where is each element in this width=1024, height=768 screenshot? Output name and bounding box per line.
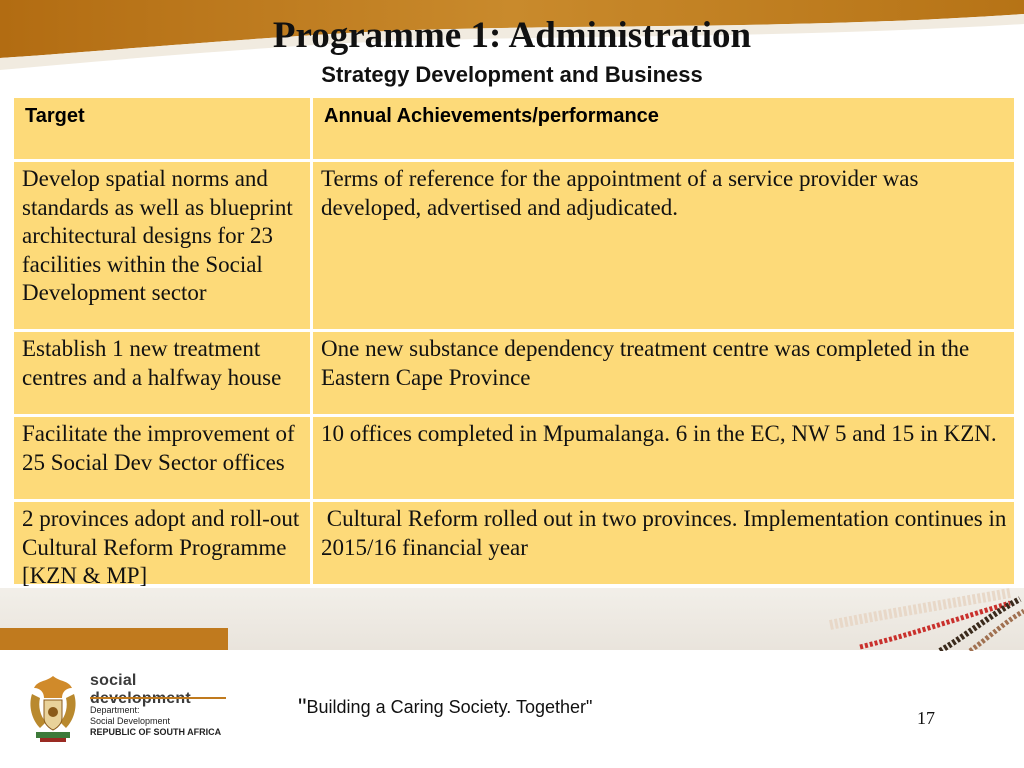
table-row xyxy=(14,502,1014,588)
header-target: Target xyxy=(14,98,310,159)
achievement-cell: One new substance dependency treatment centre was completed in the Eastern Cape Province xyxy=(313,332,1014,414)
target-cell: Establish 1 new treatment centres and a halfway house xyxy=(14,332,310,414)
page-subtitle: Strategy Development and Business xyxy=(321,62,703,87)
target-cell: 2 provinces adopt and roll-out Cultural Reform Programme [KZN & MP] xyxy=(14,502,310,584)
achievement-cell: Cultural Reform rolled out in two provinces. Implementation continues in 2015/16 financial year xyxy=(313,502,1014,584)
dept-name: Social Development xyxy=(90,716,171,726)
header-achievements: Annual Achievements/performance xyxy=(313,98,1014,159)
slogan-text: Building a Caring Society. Together" xyxy=(306,697,593,717)
slogan-open-quote: " xyxy=(298,694,307,721)
table-row xyxy=(14,162,1014,329)
slogan xyxy=(298,694,592,722)
achievement-cell: 10 offices completed in Mpumalanga. 6 in the EC, NW 5 and 15 in KZN. xyxy=(313,417,1014,499)
dept-label: Department: xyxy=(90,705,140,715)
brand-divider xyxy=(90,697,226,699)
target-cell: Develop spatial norms and standards as well as blueprint architectural designs for 23 facilities within the Social Development sector xyxy=(14,162,310,329)
brand-name: social xyxy=(90,672,137,689)
target-cell: Facilitate the improvement of 25 Social Dev Sector offices xyxy=(14,417,310,499)
page-title: Programme 1: Administration xyxy=(272,15,752,56)
orange-accent-strip xyxy=(0,628,228,650)
table-row xyxy=(14,417,1014,499)
country-name: REPUBLIC OF SOUTH AFRICA xyxy=(90,727,222,737)
achievement-cell: Terms of reference for the appointment of a service provider was developed, advertised and adjudicated. xyxy=(313,162,1014,329)
achievements-table xyxy=(14,98,1014,587)
table-header-row xyxy=(14,98,1014,159)
beadwork-decoration xyxy=(820,585,1024,651)
department-logo xyxy=(26,672,226,744)
page-number: 17 xyxy=(917,708,935,728)
coat-of-arms-icon xyxy=(26,672,80,744)
table-row xyxy=(14,332,1014,414)
